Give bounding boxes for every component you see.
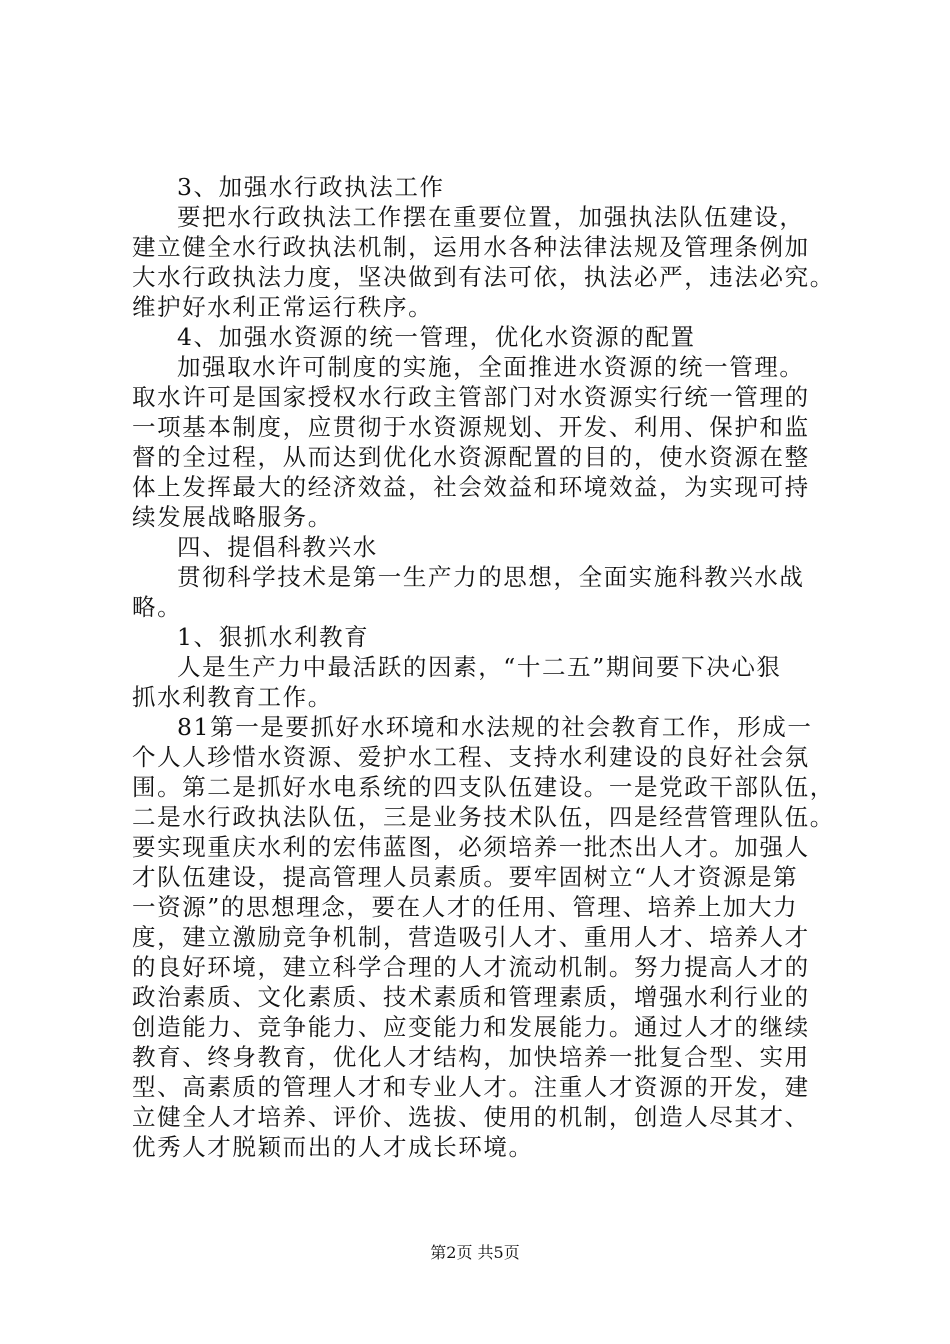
text-line: 政治素质、文化素质、技术素质和管理素质，增强水利行业的 — [132, 983, 810, 1011]
text-line: 贯彻科学技术是第一生产力的思想，全面实施科教兴水战 — [177, 563, 805, 591]
text-line: 优秀人才脱颖而出的人才成长环境。 — [132, 1133, 534, 1161]
text-line: 围。第二是抓好水电系统的四支队伍建设。一是党政干部队伍， — [132, 773, 835, 801]
text-line: 督的全过程，从而达到优化水资源配置的目的，使水资源在整 — [132, 443, 810, 471]
text-line: 一资源”的思想理念，要在人才的任用、管理、培养上加大力 — [132, 893, 799, 921]
text-line: 81第一是要抓好水环境和水法规的社会教育工作，形成一 — [177, 713, 813, 741]
text-line: 3、加强水行政执法工作 — [177, 173, 445, 201]
text-line: 1、狠抓水利教育 — [177, 623, 370, 651]
text-line: 才队伍建设，提高管理人员素质。要牢固树立“人才资源是第 — [132, 863, 799, 891]
text-line: 要把水行政执法工作摆在重要位置，加强执法队伍建设， — [177, 203, 805, 231]
page-footer — [0, 1243, 950, 1263]
text-line: 人是生产力中最活跃的因素，“十二五”期间要下决心狠 — [177, 653, 782, 681]
page-number-label: 第2页 共5页 — [430, 1243, 520, 1262]
text-line: 的良好环境，建立科学合理的人才流动机制。努力提高人才的 — [132, 953, 810, 981]
document-body — [132, 172, 848, 1162]
text-line: 一项基本制度，应贯彻于水资源规划、开发、利用、保护和监 — [132, 413, 810, 441]
text-line: 型、高素质的管理人才和专业人才。注重人才资源的开发，建 — [132, 1073, 810, 1101]
text-line: 教育、终身教育，优化人才结构，加快培养一批复合型、实用 — [132, 1043, 810, 1071]
text-line: 抓水利教育工作。 — [132, 683, 333, 711]
text-line: 度，建立激励竞争机制，营造吸引人才、重用人才、培养人才 — [132, 923, 810, 951]
text-line: 要实现重庆水利的宏伟蓝图，必须培养一批杰出人才。加强人 — [132, 833, 810, 861]
text-line: 二是水行政执法队伍，三是业务技术队伍，四是经营管理队伍。 — [132, 803, 835, 831]
text-line: 取水许可是国家授权水行政主管部门对水资源实行统一管理的 — [132, 383, 810, 411]
text-line: 四、提倡科教兴水 — [177, 533, 378, 561]
text-line: 维护好水利正常运行秩序。 — [132, 293, 434, 321]
text-line: 4、加强水资源的统一管理，优化水资源的配置 — [177, 323, 696, 351]
text-line: 建立健全水行政执法机制，运用水各种法律法规及管理条例加 — [132, 233, 810, 261]
text-line: 加强取水许可制度的实施，全面推进水资源的统一管理。 — [177, 353, 805, 381]
text-line: 大水行政执法力度，坚决做到有法可依，执法必严，违法必究。 — [132, 263, 835, 291]
text-line: 创造能力、竞争能力、应变能力和发展能力。通过人才的继续 — [132, 1013, 810, 1041]
text-line: 续发展战略服务。 — [132, 503, 333, 531]
text-line: 个人人珍惜水资源、爱护水工程、支持水利建设的良好社会氛 — [132, 743, 810, 771]
text-line: 略。 — [132, 593, 183, 621]
text-line: 立健全人才培养、评价、选拔、使用的机制，创造人尽其才、 — [132, 1103, 810, 1131]
text-line: 体上发挥最大的经济效益，社会效益和环境效益，为实现可持 — [132, 473, 810, 501]
